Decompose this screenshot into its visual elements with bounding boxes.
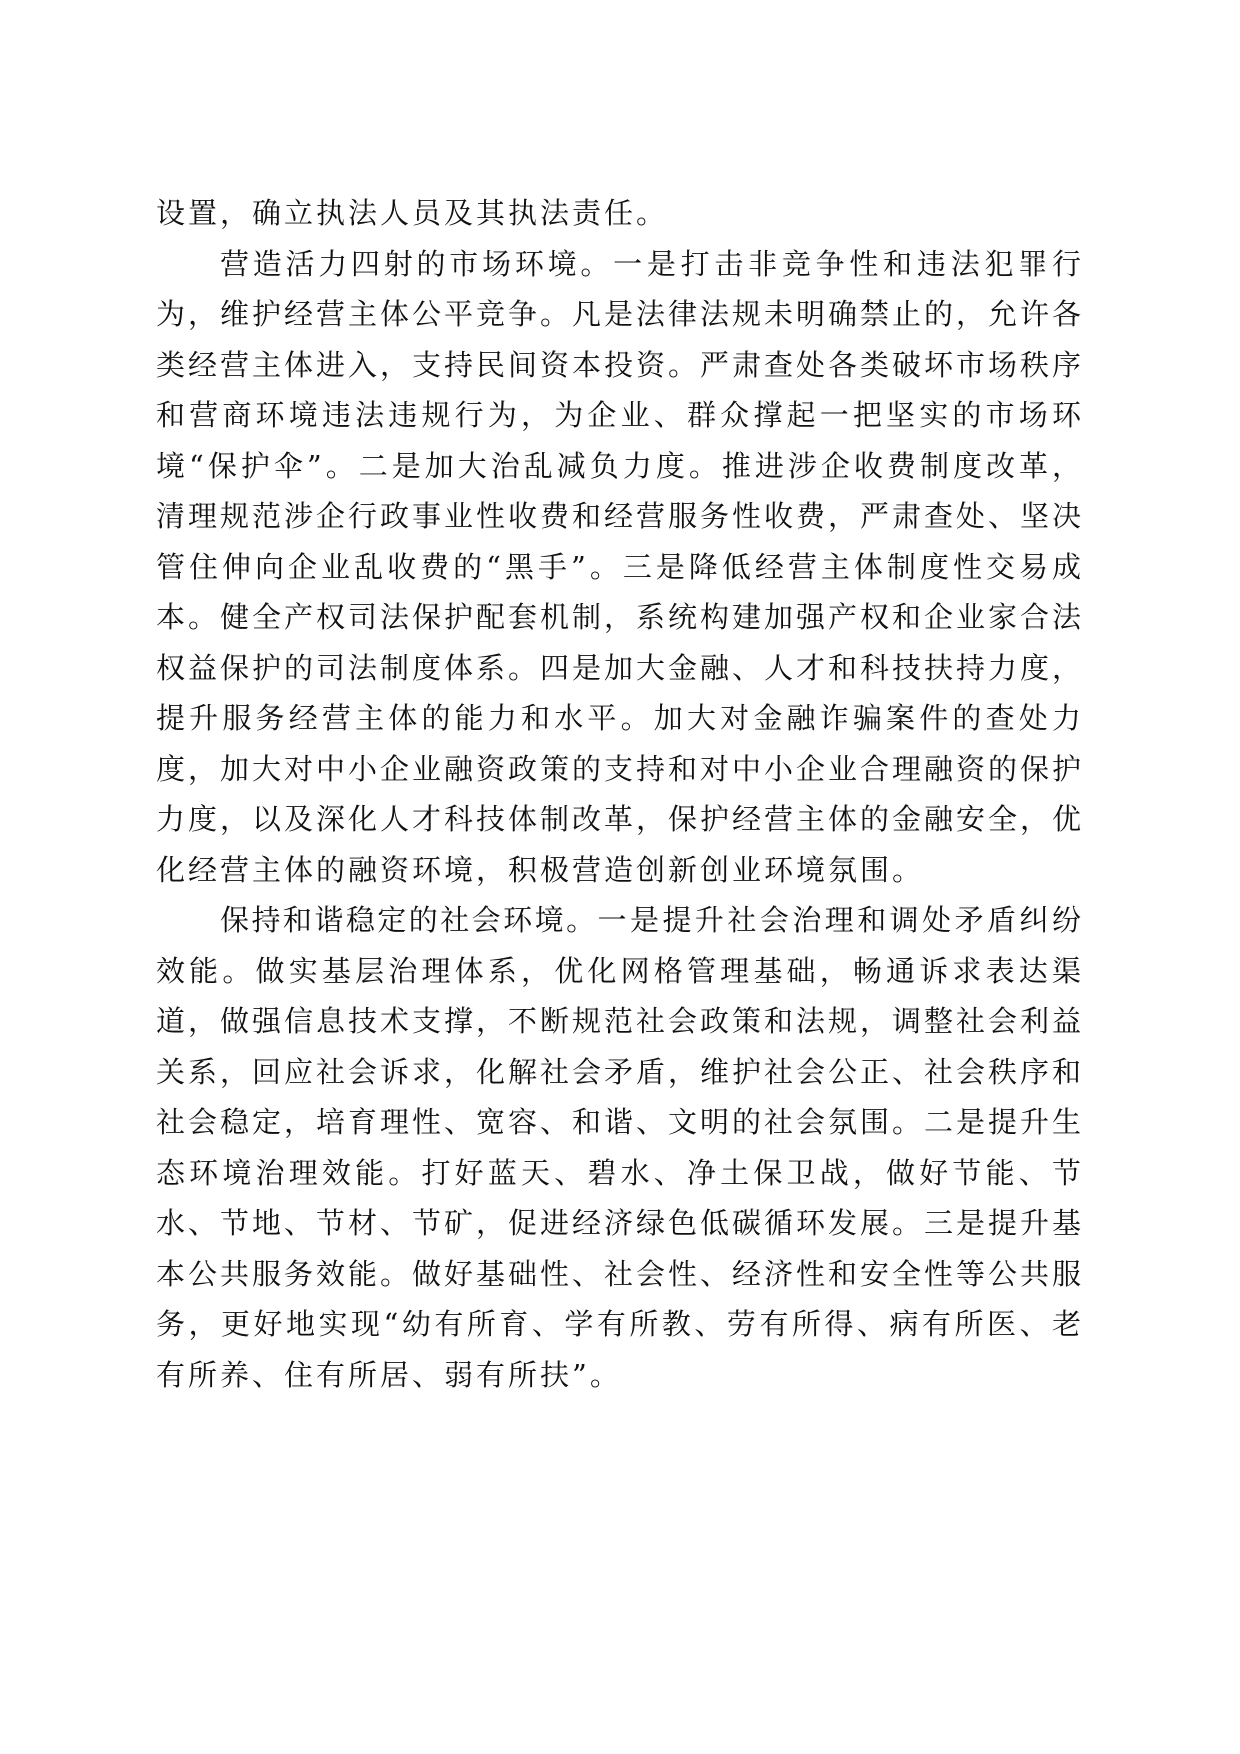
paragraph-heading: 营造活力四射的市场环境。 <box>220 246 614 281</box>
document-body <box>156 188 1084 1400</box>
paragraph-social-environment <box>156 895 1084 1400</box>
paragraph-body: 一是打击非竞争性和违法犯罪行为，维护经营主体公平竞争。凡是法律法规未明确禁止的，允许各类经营主体进入，支持民间资本投资。严肃查处各类破坏市场秩序和营商环境违法违规行为，为企业、群众撑起一把坚实的市场环境“保护伞”。二是加大治乱减负力度。推进涉企收费制度改革，清理规范涉企行政事业性收费和经营服务性收费，严肃查处、坚决管住伸向企业乱收费的“黑手”。三是降低经营主体制度性交易成本。健全产权司法保护配套机制，系统构建加强产权和企业家合法权益保护的司法制度体系。四是加大金融、人才和科技扶持力度，提升服务经营主体的能力和水平。加大对金融诈骗案件的查处力度，加大对中小企业融资政策的支持和对中小企业合理融资的保护力度，以及深化人才科技体制改革，保护经营主体的金融安全，优化经营主体的融资环境，积极营造创新创业环境氛围。 <box>156 246 1085 887</box>
paragraph-market-environment <box>156 239 1084 896</box>
paragraph-heading: 保持和谐稳定的社会环境。 <box>220 903 598 937</box>
paragraph-body: 设置，确立执法人员及其执法责任。 <box>156 196 669 230</box>
paragraph-body: 一是提升社会治理和调处矛盾纠纷效能。做实基层治理体系，优化网格管理基础，畅通诉求表达渠道，做强信息技术支撑，不断规范社会政策和法规，调整社会利益关系，回应社会诉求，化解社会矛盾，维护社会公正、社会秩序和社会稳定，培育理性、宽容、和谐、文明的社会氛围。二是提升生态环境治理效能。打好蓝天、碧水、净土保卫战，做好节能、节水、节地、节材、节矿，促进经济绿色低碳循环发展。三是提升基本公共服务效能。做好基础性、社会性、经济性和安全性等公共服务，更好地实现“幼有所育、学有所教、劳有所得、病有所医、老有所养、住有所居、弱有所扶”。 <box>156 903 1085 1392</box>
paragraph-continuation <box>156 188 1084 239</box>
